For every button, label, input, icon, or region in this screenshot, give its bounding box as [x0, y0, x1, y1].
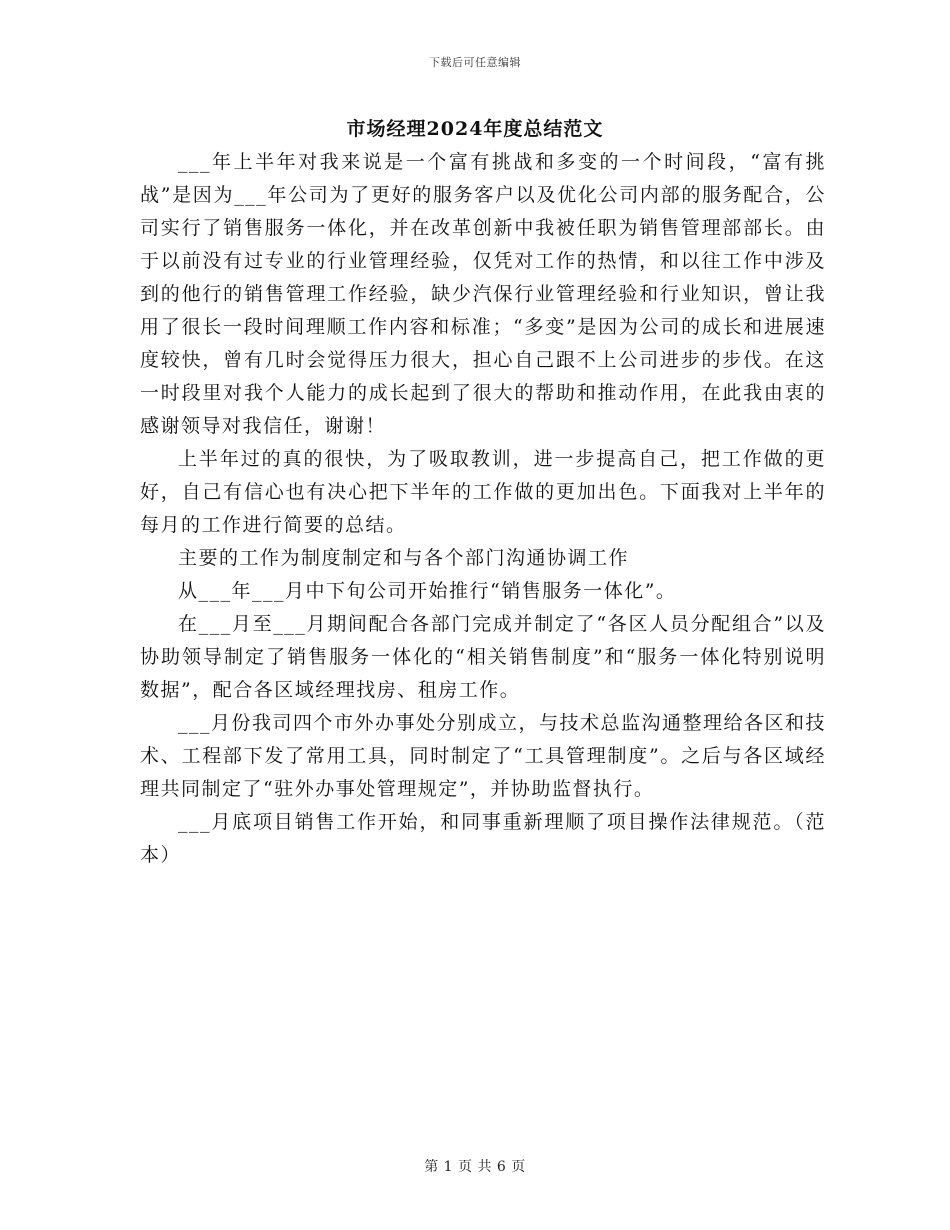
document-title: 市场经理2024年度总结范文 [346, 118, 604, 140]
paragraph-system-setup: 在___月至___月期间配合各部门完成并制定了“各区人员分配组合”以及协助领导制定了销售服务一体化的“相关销售制度”和“服务一体化特别说明数据”，配合各区域经理找房、租房工作。 [140, 613, 826, 701]
paragraph-main-work: 主要的工作为制度制定和与各个部门沟通协调工作 [178, 547, 630, 569]
paragraph-integration-start: 从___年___月中下旬公司开始推行“销售服务一体化”。 [178, 580, 677, 602]
paragraph-summary-plan: 上半年过的真的很快，为了吸取教训，进一步提高自己，把工作做的更好，自己有信心也有决心把下半年的工作做的更加出色。下面我对上半年的每月的工作进行简要的总结。 [140, 448, 826, 536]
header-note: 下载后可任意编辑 [429, 56, 521, 69]
page-number: 第 1 页 共 6 页 [424, 1159, 526, 1175]
paragraph-intro: ___年上半年对我来说是一个富有挑战和多变的一个时间段，“富有挑战”是因为___年公司为了更好的服务客户以及优化公司内部的服务配合，公司实行了销售服务一体化，并在改革创新中我被任职为销售管理部部长。由于以前没有过专业的行业管理经验，仅凭对工作的热情，和以往工作中涉及到的他行的销售管理工作经验，缺少汽保行业管理经验和行业知识，曾让我用了很长一段时间理顺工作内容和标准；“多变”是因为公司的成长和进展速度较快，曾有几时会觉得压力很大，担心自己跟不上公司进步的步伐。在这一时段里对我个人能力的成长起到了很大的帮助和推动作用，在此我由衷的感谢领导对我信任，谢谢！ [140, 151, 826, 437]
document-body [140, 146, 826, 872]
paragraph-project-sales: ___月底项目销售工作开始，和同事重新理顺了项目操作法律规范。（范本） [140, 811, 826, 866]
paragraph-offices: ___月份我司四个市外办事处分别成立，与技术总监沟通整理给各区和技术、工程部下发了常用工具，同时制定了“工具管理制度”。之后与各区域经理共同制定了“驻外办事处管理规定”，并协助监督执行。 [140, 712, 827, 800]
